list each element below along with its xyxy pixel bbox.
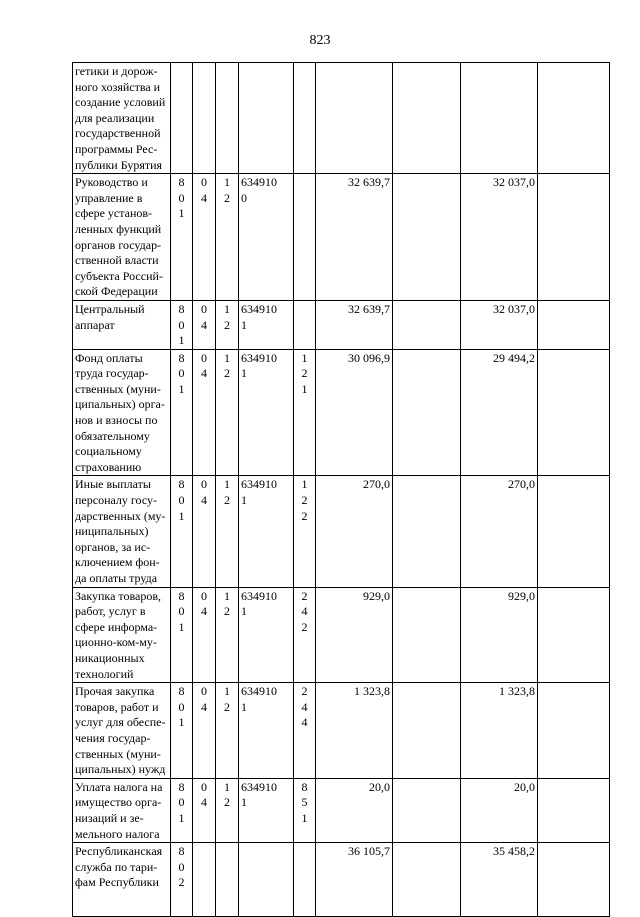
target-article-cell: 634910 1 [239,587,294,683]
expense-type-cell: 1 2 2 [294,476,316,587]
empty-cell [393,349,461,476]
row-name-cell: Фонд оплаты труда государ- ственных (муни- ципальных) орга- нов и взносы по обязательному социальному страхованию [73,349,171,476]
subsection-code-cell: 1 2 [216,683,239,779]
amount-cell-2: 929,0 [461,587,538,683]
amount-cell-2: 32 037,0 [461,174,538,301]
chapter-code-cell [171,63,193,174]
section-code-cell [193,63,216,174]
table-row [73,300,610,349]
amount-cell-1: 929,0 [316,587,393,683]
row-name-cell: Прочая закупка товаров, работ и услуг для обеспе- чения государ- ственных (муни- ципальных) нужд [73,683,171,779]
subsection-code-cell: 1 2 [216,174,239,301]
expense-type-cell: 8 5 1 [294,778,316,842]
target-article-cell [239,843,294,917]
expense-type-cell: 1 2 1 [294,349,316,476]
target-article-cell: 634910 1 [239,349,294,476]
empty-cell [393,843,461,917]
target-article-cell: 634910 1 [239,778,294,842]
subsection-code-cell: 1 2 [216,349,239,476]
amount-cell-1: 32 639,7 [316,300,393,349]
expense-type-cell [294,174,316,301]
target-article-cell: 634910 1 [239,300,294,349]
amount-cell-1: 270,0 [316,476,393,587]
amount-cell-1: 36 105,7 [316,843,393,917]
amount-cell-2: 29 494,2 [461,349,538,476]
chapter-code-cell: 8 0 1 [171,683,193,779]
empty-cell [393,587,461,683]
row-name-cell: Центральный аппарат [73,300,171,349]
amount-cell-1: 32 639,7 [316,174,393,301]
table-row [73,778,610,842]
expense-type-cell: 2 4 4 [294,683,316,779]
target-article-cell: 634910 1 [239,476,294,587]
expense-type-cell [294,63,316,174]
empty-cell [393,683,461,779]
section-code-cell: 0 4 [193,174,216,301]
target-article-cell: 634910 0 [239,174,294,301]
section-code-cell [193,843,216,917]
chapter-code-cell: 8 0 1 [171,476,193,587]
row-name-cell: Закупка товаров, работ, услуг в сфере информа- ционно-ком-му- никационных технологий [73,587,171,683]
empty-cell [393,63,461,174]
empty-cell [393,778,461,842]
chapter-code-cell: 8 0 1 [171,300,193,349]
section-code-cell: 0 4 [193,683,216,779]
expense-type-cell [294,843,316,917]
empty-cell [538,778,610,842]
amount-cell-2: 1 323,8 [461,683,538,779]
amount-cell-2 [461,63,538,174]
amount-cell-1: 20,0 [316,778,393,842]
row-name-cell: Иные выплаты персоналу госу- дарственных (му- ниципальных) органов, за ис- ключением фон- да оплаты труда [73,476,171,587]
subsection-code-cell [216,843,239,917]
chapter-code-cell: 8 0 1 [171,778,193,842]
empty-cell [538,843,610,917]
empty-cell [393,174,461,301]
row-name-cell: гетики и дорож- ного хозяйства и создание условий для реализации государственной программы Рес- публики Бурятия [73,63,171,174]
amount-cell-1: 30 096,9 [316,349,393,476]
section-code-cell: 0 4 [193,349,216,476]
empty-cell [538,63,610,174]
budget-table [72,62,610,917]
section-code-cell: 0 4 [193,300,216,349]
empty-cell [538,476,610,587]
empty-cell [538,300,610,349]
section-code-cell: 0 4 [193,476,216,587]
row-name-cell: Республиканская служба по тари- фам Республики [73,843,171,917]
empty-cell [393,476,461,587]
empty-cell [538,587,610,683]
expense-type-cell: 2 4 2 [294,587,316,683]
chapter-code-cell: 8 0 1 [171,587,193,683]
table-row [73,174,610,301]
amount-cell-2: 270,0 [461,476,538,587]
section-code-cell: 0 4 [193,587,216,683]
subsection-code-cell: 1 2 [216,778,239,842]
chapter-code-cell: 8 0 2 [171,843,193,917]
table-row [73,63,610,174]
amount-cell-1: 1 323,8 [316,683,393,779]
table-row [73,843,610,917]
empty-cell [538,683,610,779]
empty-cell [538,174,610,301]
table-row [73,587,610,683]
amount-cell-2: 32 037,0 [461,300,538,349]
subsection-code-cell: 1 2 [216,476,239,587]
target-article-cell: 634910 1 [239,683,294,779]
table-row [73,683,610,779]
chapter-code-cell: 8 0 1 [171,174,193,301]
section-code-cell: 0 4 [193,778,216,842]
empty-cell [393,300,461,349]
row-name-cell: Уплата налога на имущество орга- низаций и зе- мельного налога [73,778,171,842]
subsection-code-cell: 1 2 [216,300,239,349]
empty-cell [538,349,610,476]
amount-cell-2: 20,0 [461,778,538,842]
target-article-cell [239,63,294,174]
amount-cell-2: 35 458,2 [461,843,538,917]
expense-type-cell [294,300,316,349]
subsection-code-cell [216,63,239,174]
chapter-code-cell: 8 0 1 [171,349,193,476]
subsection-code-cell: 1 2 [216,587,239,683]
row-name-cell: Руководство и управление в сфере установ- ленных функций органов государ- ственной власти субъекта Россий- ской Федерации [73,174,171,301]
table-row [73,349,610,476]
page-number: 823 [309,33,331,48]
amount-cell-1 [316,63,393,174]
table-row [73,476,610,587]
